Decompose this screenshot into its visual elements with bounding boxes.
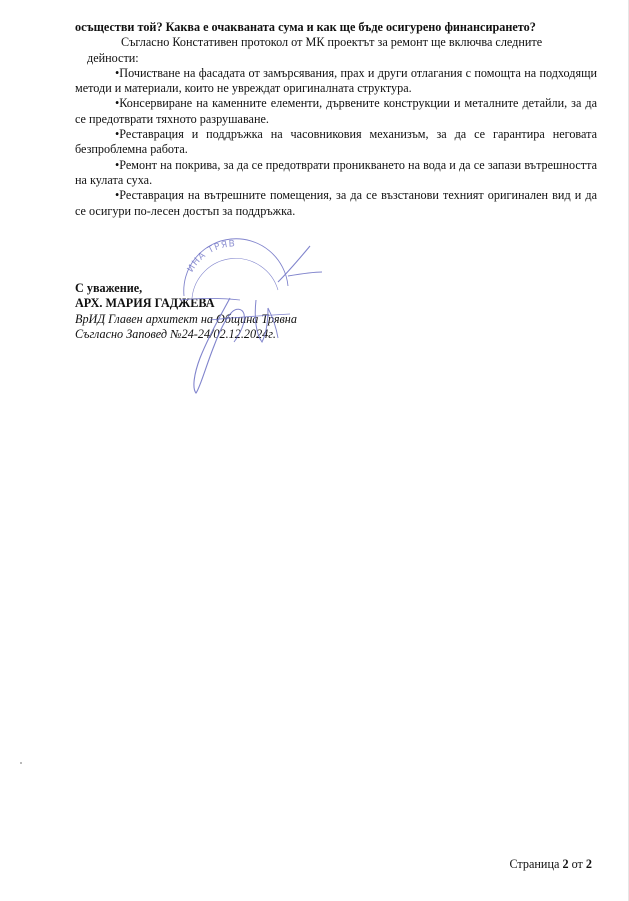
signer-title: ВрИД Главен архитект на Община Трявна — [75, 311, 297, 326]
list-item — [75, 158, 597, 189]
order-reference: Съгласно Заповед №24-24/02.12.2024г. — [75, 327, 276, 342]
list-item — [75, 188, 597, 219]
list-item-text: Реставрация и поддръжка на часовниковия механизъм, за да се гарантира неговата безпроблемна работа. — [75, 127, 597, 157]
closing-greeting: С уважение, — [75, 281, 143, 295]
total-pages: 2 — [585, 857, 592, 871]
current-page: 2 — [562, 857, 569, 871]
intro-paragraph — [75, 35, 597, 66]
intro-line-2: дейности: — [87, 50, 139, 65]
intro-line-1: Съгласно Констативен протокол от МК проектът за ремонт ще включва следните — [121, 35, 543, 50]
bullet-icon: • — [115, 157, 120, 172]
list-item — [75, 96, 597, 127]
list-item — [75, 66, 597, 97]
list-item-text: Консервиране на каменните елементи, дървените конструкции и металните детайли, за да се предотврати тяхното разрушаване. — [75, 96, 597, 126]
scan-speck — [20, 762, 22, 764]
page-label: Страница — [509, 857, 560, 871]
stamp-text: ИНА ТРЯВ — [185, 239, 237, 275]
signer-name: АРХ. МАРИЯ ГАДЖЕВА — [75, 296, 215, 311]
list-item-text: Ремонт на покрива, за да се предотврати проникването на вода и да се запази вътрешността на кулата суха. — [75, 157, 597, 187]
list-item-text: Почистване на фасадата от замърсявания, прах и други отлагания с помощта на подходящи методи и материали, които не увреждат оригиналната структура. — [75, 65, 597, 96]
list-item-text: Реставрация на вътрешните помещения, за да се възстанови техният оригинален вид и да се осигури по-лесен достъп за поддръжка. — [75, 188, 597, 218]
bullet-icon: • — [115, 65, 120, 80]
page-separator: от — [571, 857, 583, 871]
bullet-icon: • — [115, 127, 120, 142]
list-item — [75, 127, 597, 158]
svg-text:ИНА ТРЯВ — [186, 239, 236, 274]
bullet-icon: • — [115, 96, 120, 111]
document-body — [75, 20, 597, 219]
page-number — [509, 857, 592, 872]
question-heading: осъществи той? Каква е очакваната сума и как ще бъде осигурено финансирането? — [75, 20, 536, 34]
bullet-icon: • — [115, 188, 120, 203]
signature-block — [75, 281, 297, 343]
